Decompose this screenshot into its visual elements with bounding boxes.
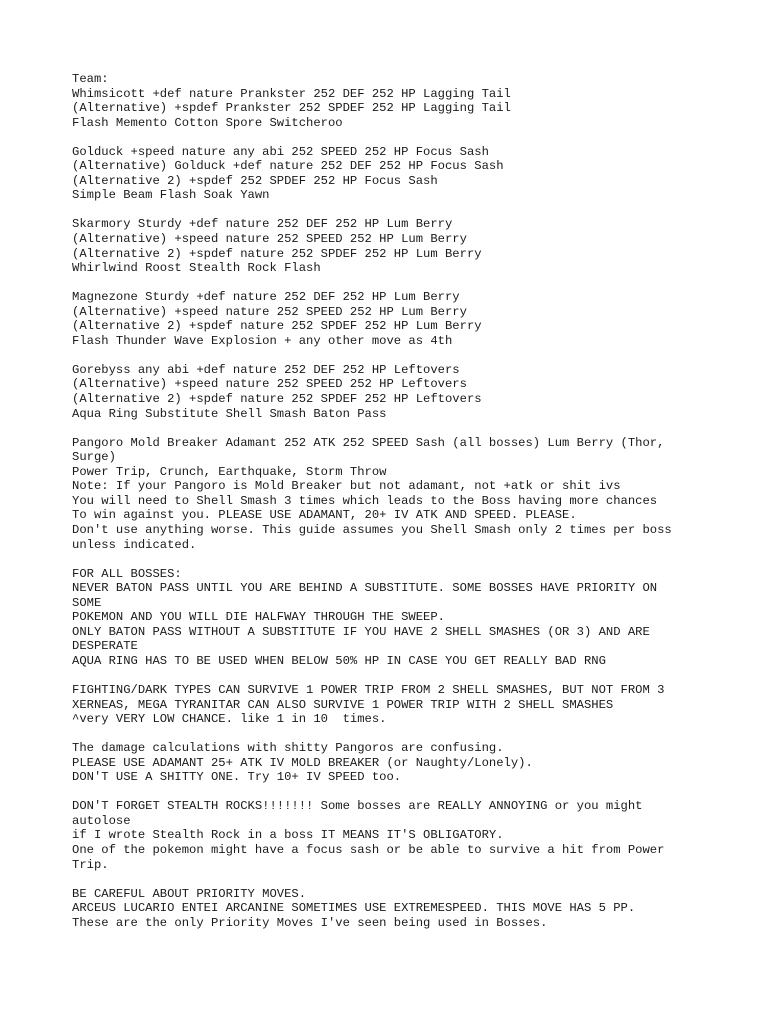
text-line: FOR ALL BOSSES: — [72, 566, 182, 581]
text-line: Simple Beam Flash Soak Yawn — [72, 188, 270, 203]
text-line: SOME — [72, 595, 102, 610]
text-line: To win against you. PLEASE USE ADAMANT, 20+ IV ATK AND SPEED. PLEASE. — [72, 508, 577, 523]
text-line: (Alternative) +speed nature 252 SPEED 252 HP Lum Berry — [72, 304, 467, 319]
text-line: DON'T USE A SHITTY ONE. Try 10+ IV SPEED too. — [72, 770, 402, 785]
text-line: These are the only Priority Moves I've seen being used in Bosses. — [72, 915, 548, 930]
text-line: Note: If your Pangoro is Mold Breaker but not adamant, not +atk or shit ivs — [72, 479, 621, 494]
document-paragraph — [72, 799, 692, 872]
text-line: NEVER BATON PASS UNTIL YOU ARE BEHIND A SUBSTITUTE. SOME BOSSES HAVE PRIORITY ON — [72, 581, 658, 596]
text-line: PLEASE USE ADAMANT 25+ ATK IV MOLD BREAKER (or Naughty/Lonely). — [72, 755, 533, 770]
text-line: Gorebyss any abi +def nature 252 DEF 252 HP Leftovers — [72, 362, 460, 377]
text-line: Magnezone Sturdy +def nature 252 DEF 252 HP Lum Berry — [72, 290, 460, 305]
text-line: (Alternative 2) +spdef 252 SPDEF 252 HP Focus Sash — [72, 173, 438, 188]
text-line: Flash Memento Cotton Spore Switcheroo — [72, 115, 343, 130]
text-line: Whimsicott +def nature Prankster 252 DEF 252 HP Lagging Tail — [72, 86, 511, 101]
text-line: Surge) — [72, 450, 116, 465]
text-line: (Alternative) +spdef Prankster 252 SPDEF 252 HP Lagging Tail — [72, 101, 511, 116]
text-line: DESPERATE — [72, 639, 138, 654]
document-paragraph — [72, 683, 692, 727]
text-line: if I wrote Stealth Rock in a boss IT MEANS IT'S OBLIGATORY. — [72, 828, 504, 843]
text-line: ARCEUS LUCARIO ENTEI ARCANINE SOMETIMES USE EXTREMESPEED. THIS MOVE HAS 5 PP. — [72, 901, 636, 916]
text-line: autolose — [72, 813, 131, 828]
text-line: Skarmory Sturdy +def nature 252 DEF 252 HP Lum Berry — [72, 217, 453, 232]
text-line: DON'T FORGET STEALTH ROCKS!!!!!!! Some bosses are REALLY ANNOYING or you might — [72, 799, 643, 814]
document-paragraph — [72, 741, 692, 785]
text-line: unless indicated. — [72, 537, 197, 552]
text-line: Power Trip, Crunch, Earthquake, Storm Throw — [72, 464, 387, 479]
text-line: Golduck +speed nature any abi 252 SPEED 252 HP Focus Sash — [72, 144, 489, 159]
text-line: XERNEAS, MEGA TYRANITAR CAN ALSO SURVIVE 1 POWER TRIP WITH 2 SHELL SMASHES — [72, 697, 614, 712]
text-line: BE CAREFUL ABOUT PRIORITY MOVES. — [72, 886, 307, 901]
text-line: One of the pokemon might have a focus sash or be able to survive a hit from Power — [72, 842, 665, 857]
text-line: Whirlwind Roost Stealth Rock Flash — [72, 261, 321, 276]
document-paragraph — [72, 145, 692, 203]
text-line: The damage calculations with shitty Pangoros are confusing. — [72, 741, 504, 756]
text-line: (Alternative 2) +spdef nature 252 SPDEF 252 HP Lum Berry — [72, 246, 482, 261]
document-paragraph — [72, 887, 692, 931]
text-line: AQUA RING HAS TO BE USED WHEN BELOW 50% HP IN CASE YOU GET REALLY BAD RNG — [72, 653, 606, 668]
document-paragraph — [72, 217, 692, 275]
text-line: ^very VERY LOW CHANCE. like 1 in 10 times. — [72, 712, 387, 727]
text-line: Aqua Ring Substitute Shell Smash Baton Pass — [72, 406, 387, 421]
text-line: (Alternative) +speed nature 252 SPEED 252 HP Leftovers — [72, 377, 467, 392]
document-paragraph — [72, 363, 692, 421]
text-line: (Alternative) +speed nature 252 SPEED 252 HP Lum Berry — [72, 232, 467, 247]
text-line: (Alternative 2) +spdef nature 252 SPDEF 252 HP Leftovers — [72, 392, 482, 407]
text-line: Trip. — [72, 857, 109, 872]
text-line: You will need to Shell Smash 3 times which leads to the Boss having more chances — [72, 493, 658, 508]
document-paragraph — [72, 72, 692, 130]
document-paragraph — [72, 436, 692, 552]
text-line: (Alternative) Golduck +def nature 252 DEF 252 HP Focus Sash — [72, 159, 504, 174]
document-body — [72, 72, 692, 930]
document-paragraph — [72, 290, 692, 348]
text-line: ONLY BATON PASS WITHOUT A SUBSTITUTE IF YOU HAVE 2 SHELL SMASHES (OR 3) AND ARE — [72, 624, 650, 639]
text-line: (Alternative 2) +spdef nature 252 SPDEF 252 HP Lum Berry — [72, 319, 482, 334]
text-line: Don't use anything worse. This guide assumes you Shell Smash only 2 times per boss — [72, 522, 672, 537]
text-line: POKEMON AND YOU WILL DIE HALFWAY THROUGH THE SWEEP. — [72, 610, 445, 625]
text-line: Team: — [72, 72, 109, 86]
document-paragraph — [72, 567, 692, 669]
text-line: Pangoro Mold Breaker Adamant 252 ATK 252 SPEED Sash (all bosses) Lum Berry (Thor, — [72, 435, 665, 450]
text-line: FIGHTING/DARK TYPES CAN SURVIVE 1 POWER TRIP FROM 2 SHELL SMASHES, BUT NOT FROM 3 — [72, 682, 665, 697]
text-line: Flash Thunder Wave Explosion + any other move as 4th — [72, 333, 453, 348]
